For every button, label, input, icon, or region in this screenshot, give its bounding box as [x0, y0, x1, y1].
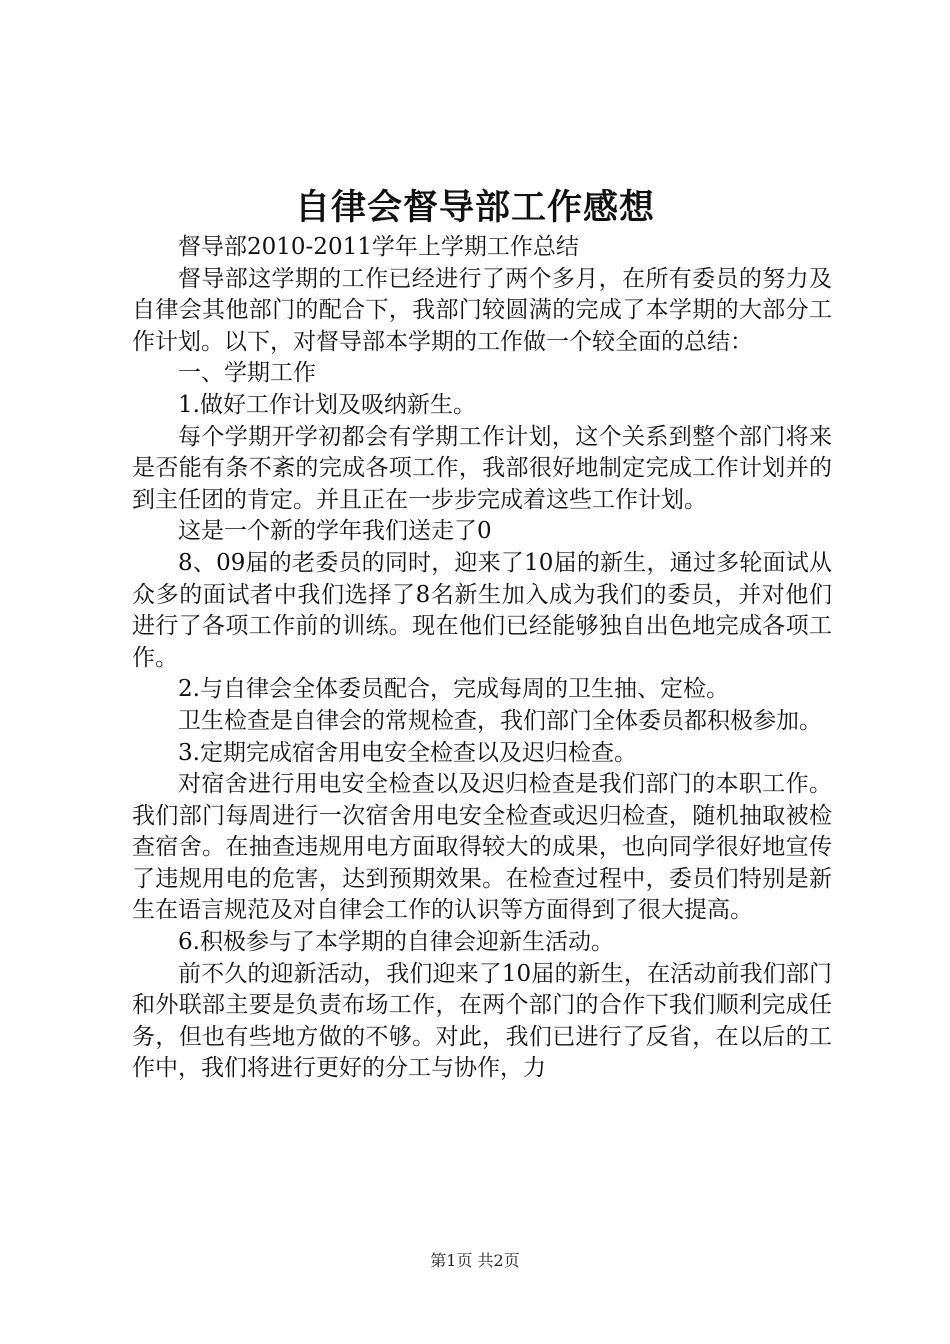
- paragraph: 督导部2010-2011学年上学期工作总结: [178, 234, 579, 260]
- page-title: 自律会督导部工作感想: [294, 187, 655, 228]
- item-heading: 3.定期完成宿舍用电安全检查以及迟归检查。: [178, 739, 637, 766]
- paragraph: 卫生检查是自律会的常规检查，我们部门全体委员都积极参加。: [178, 707, 822, 734]
- document-body: [132, 232, 832, 1085]
- item-heading: 6.积极参与了本学期的自律会迎新生活动。: [178, 929, 614, 956]
- paragraph: 前不久的迎新活动，我们迎来了10届的新生，在活动前我们部门和外联部主要是负责布场工作，在两个部门的合作下我们顺利完成任务，但也有些地方做的不够。对此，我们已进行了反省，在以后的工作中，我们将进行更好的分工与协作，力: [132, 960, 832, 1082]
- item-heading: 2.与自律会全体委员配合，完成每周的卫生抽、定检。: [178, 676, 729, 703]
- paragraph: 对宿舍进行用电安全检查以及迟归检查是我们部门的本职工作。我们部门每周进行一次宿舍用电安全检查或迟归检查，随机抽取被检查宿舍。在抽查违规用电方面取得较大的成果，也向同学很好地宣传了违规用电的危害，达到预期效果。在检查过程中，委员们特别是新生在语言规范及对自律会工作的认识等方面得到了很大提高。: [132, 771, 832, 924]
- paragraph: 这是一个新的学年我们送走了0: [178, 518, 492, 545]
- item-heading: 1.做好工作计划及吸纳新生。: [178, 391, 476, 418]
- page-footer: 第1页 共2页: [430, 1251, 520, 1270]
- section-heading: 一、学期工作: [178, 360, 316, 387]
- paragraph: 每个学期开学初都会有学期工作计划，这个关系到整个部门将来是否能有条不紊的完成各项工作，我部很好地制定完成工作计划并的到主任团的肯定。并且正在一步步完成着这些工作计划。: [132, 423, 832, 513]
- paragraph: 督导部这学期的工作已经进行了两个多月，在所有委员的努力及自律会其他部门的配合下，我部门较圆满的完成了本学期的大部分工作计划。以下，对督导部本学期的工作做一个较全面的总结：: [132, 265, 832, 355]
- paragraph: 8、09届的老委员的同时，迎来了10届的新生，通过多轮面试从众多的面试者中我们选择了8名新生加入成为我们的委员，并对他们进行了各项工作前的训练。现在他们已经能够独自出色地完成各项工作。: [132, 549, 832, 671]
